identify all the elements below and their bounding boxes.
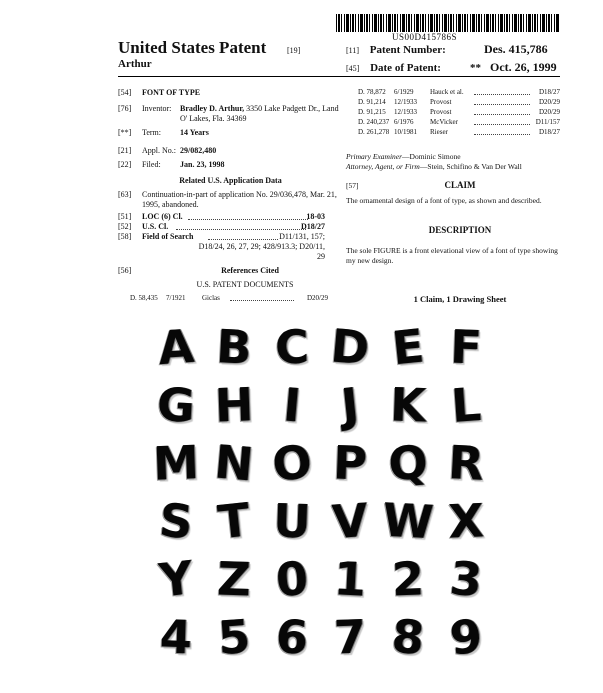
title-of-invention: FONT OF TYPE (142, 88, 201, 97)
citation-row: D. 58,435 7/1921 Giclas D20/29 (130, 294, 328, 302)
glyph-y: Y (156, 550, 196, 608)
date-marker: ** (470, 62, 481, 74)
glyph-u: U (272, 493, 312, 549)
title-code: [19] (287, 46, 301, 55)
patent-number-code: [11] (346, 46, 360, 55)
patent-number-label: Patent Number: (369, 44, 446, 56)
field-76: [76] Inventor: Bradley D. Arthur, 3350 Lake Padgett Dr., Land O' Lakes, Fla. 34369 (118, 104, 339, 123)
glyph-i: I (281, 377, 303, 433)
glyph-a: A (156, 318, 196, 376)
glyph-h: H (213, 377, 255, 433)
description-heading: DESCRIPTION (428, 225, 492, 235)
glyph-7: 7 (333, 609, 367, 665)
glyph-s: S (157, 492, 195, 550)
glyph-8: 8 (389, 608, 427, 666)
glyph-g: G (155, 377, 197, 433)
patent-number: Des. 415,786 (484, 42, 548, 56)
glyph-3: 3 (447, 550, 485, 608)
glyph-5: 5 (216, 608, 252, 666)
glyph-o: O (269, 434, 315, 492)
date-label: Date of Patent: (370, 62, 441, 74)
inventor-name: Bradley D. Arthur, (180, 104, 245, 113)
citation-row: D. 261,278 10/1981 Rieser D18/27 (358, 128, 560, 136)
barcode-number: US00D415786S (392, 32, 458, 42)
inventor-surname: Arthur (118, 58, 152, 70)
glyph-f: F (449, 319, 483, 375)
header-rule (118, 76, 560, 77)
glyph-l: L (449, 377, 483, 433)
patent-title: United States Patent (118, 38, 267, 57)
us-documents-heading: U.S. PATENT DOCUMENTS (196, 280, 294, 289)
claims-summary: 1 Claim, 1 Drawing Sheet (413, 294, 507, 304)
glyph-c: C (274, 319, 310, 375)
citation-row: D. 91,214 12/1933 Provost D20/29 (358, 98, 560, 106)
citation-row: D. 240,237 6/1976 McVicker D11/157 (358, 118, 560, 126)
field-58: [58] Field of Search D11/131, 157; D18/24, 26, 27, 29; 428/913.3; D20/11, 29 (118, 232, 325, 261)
glyph-0: 0 (274, 550, 310, 608)
inventor-address: 3350 Lake Padgett Dr., Land O' Lakes, Fla. 34369 (180, 104, 339, 123)
field-63: [63] Continuation-in-part of application No. 29/036,478, Mar. 21, 1995, abandoned. (118, 190, 337, 209)
glyph-2: 2 (391, 551, 425, 607)
patent-page: US00D415786S United States Patent [19] Arthur [11] Patent Number: Des. 415,786 [45] Date of Patent: ** Oct. 26, 1999 [54] FONT OF TYPE [76] Inventor: Bradley D. Arthur, 3350 Lake Padgett Dr., Land O' Lakes, Fla. 34369 [**] Term: 14 Years [21] Appl. No.: 29/082,480 [22] Filed: Jan. 23, 1998 Related U.S. Application Data [63] Continuation-in-part of application No. 29/036,478, Mar. 21, 1995, abandoned. [51] LOC (6) Cl. 18-03 [52] U.S. Cl. D18/27 [58] Field of Search D11/131, 157; D18/24, 26, 27, 29; 428/913.3; D20/11, 29 [56] References Cited U.S. PATENT DOCUMENTS D. 58,435 7/1921 Giclas D20/29 D. 78,872 6/1929 Hauck et al. D18/27 D. 91,214 12/1933 Provost D20/29 D. 91,215 12/1933 Provost D20/29 D. 240,237 6/1976 McVicker D11/157 D. 261,278 10/1981 Rieser D18/27 Primary Examiner—Dominic Simone Attorney, Agent, or Firm—Stein, Schifino & Van Der Wall [57] CLAIM The ornamental design of a font of type, as shown and described. DESCRIPTION The sole FIGURE is a front elevational view of a font of type showing my new design. 1 Claim, 1 Drawing Sheet A B C D E F G H I J K L M N O P Q R S T U V W X Y Z 0 1 2 3 4 5 6 7 8 9 (0, 0, 603, 693)
claim-text: The ornamental design of a font of type, as shown and described. (346, 196, 542, 205)
patent-number-row (346, 44, 446, 56)
related-heading: Related U.S. Application Data (179, 176, 282, 185)
glyph-z: Z (216, 551, 252, 607)
date-row (346, 62, 441, 74)
claim-heading: CLAIM (444, 180, 476, 190)
type-font-drawing (150, 320, 510, 680)
glyph-x: X (447, 493, 485, 549)
glyph-b: B (215, 319, 253, 375)
glyph-e: E (389, 318, 427, 376)
glyph-4: 4 (159, 609, 193, 665)
glyph-p: P (332, 435, 368, 491)
glyph-q: Q (386, 434, 430, 492)
date-code: [45] (346, 64, 360, 73)
glyph-9: 9 (447, 608, 485, 666)
glyph-6: 6 (274, 609, 310, 665)
primary-examiner: Primary Examiner—Dominic Simone (346, 152, 461, 161)
attorney: Attorney, Agent, or Firm—Stein, Schifino & Van Der Wall (346, 162, 522, 171)
glyph-t: T (215, 492, 253, 550)
glyph-m: M (152, 435, 200, 491)
glyph-v: V (330, 492, 370, 550)
glyph-k: K (389, 377, 427, 433)
description-text: The sole FIGURE is a front elevational view of a font of type showing my new design. (346, 246, 558, 265)
references-heading: References Cited (221, 266, 279, 275)
glyph-j: J (338, 377, 362, 433)
glyph-r: R (446, 435, 486, 491)
date-value: Oct. 26, 1999 (490, 60, 557, 74)
barcode (336, 14, 560, 32)
glyph-1: 1 (332, 551, 368, 607)
field-57: [57] (346, 181, 359, 190)
citation-row: D. 91,215 12/1933 Provost D20/29 (358, 108, 560, 116)
glyph-w: W (381, 492, 435, 550)
glyph-n: N (212, 434, 256, 492)
citation-row: D. 78,872 6/1929 Hauck et al. D18/27 (358, 88, 560, 96)
glyph-d: D (328, 318, 372, 376)
